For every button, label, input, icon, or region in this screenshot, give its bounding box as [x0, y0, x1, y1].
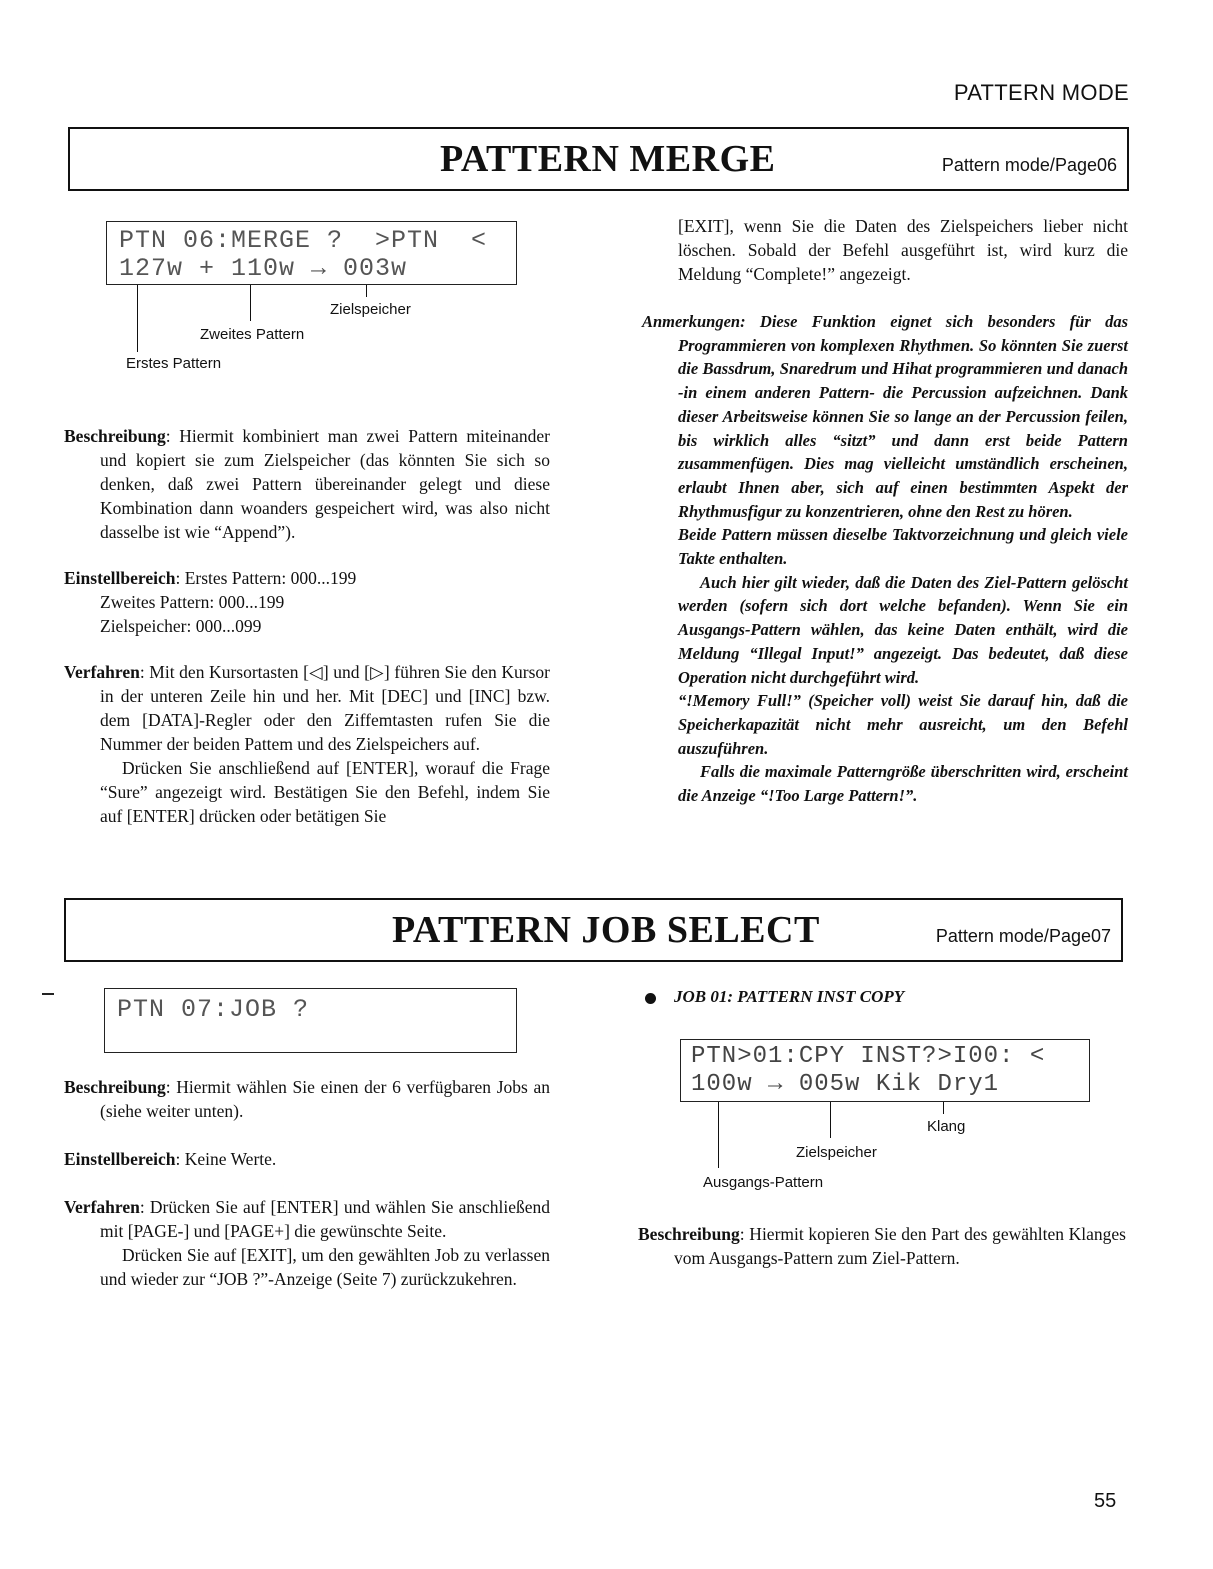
merge-einstell-line3: Zielspeicher: 000...099	[100, 616, 262, 636]
jobselect-einstell-label: Einstellbereich	[64, 1149, 176, 1169]
pattern-merge-title: PATTERN MERGE	[440, 138, 776, 180]
anmerkungen-p2: Beide Pattern müssen dieselbe Taktvorzeichnung und gleich viele Takte enthalten.	[678, 525, 1128, 569]
jobselect-beschreibung-label: Beschreibung	[64, 1077, 166, 1097]
jobselect-verfahren	[64, 1195, 550, 1243]
merge-einstell-label: Einstellbereich	[64, 568, 176, 588]
jobselect-lcd-display	[104, 988, 517, 1053]
job01-lcd-line1: PTN>01:CPY INST?>I00: <	[691, 1043, 1046, 1070]
job01-heading: JOB 01: PATTERN INST COPY	[674, 987, 905, 1006]
page-number: 55	[1094, 1490, 1117, 1512]
pattern-job-select-title: PATTERN JOB SELECT	[392, 909, 820, 951]
job01-callout-source: Ausgangs-Pattern	[703, 1174, 824, 1191]
merge-einstell	[64, 566, 550, 590]
merge-verfahren-text1: : Mit den Kursortasten [◁] und [▷] führen Sie den Kursor in der unteren Zeile hin und her. Mit [DEC] und [INC] bzw. dem [DATA]-Regler oder den Ziffemtasten rufen Sie die Nummer der beiden Pattem und des Zielspeichers auf.	[100, 662, 550, 754]
jobselect-lcd-line1: PTN 07:JOB ?	[117, 995, 310, 1024]
anmerkungen-p5: Falls die maximale Patterngröße überschritten wird, erscheint die Anzeige “!Too Large Pattern!”.	[678, 762, 1128, 806]
merge-beschreibung	[64, 424, 550, 544]
pattern-merge-page: Pattern mode/Page06	[941, 155, 1117, 175]
merge-einstell-line1: : Erstes Pattern: 000...199	[175, 568, 357, 588]
anmerkungen-p1	[642, 310, 1128, 523]
merge-verfahren-label: Verfahren	[64, 662, 140, 682]
margin-mark	[42, 993, 54, 995]
job01-callout-target: Zielspeicher	[796, 1144, 877, 1161]
job01-beschreibung	[638, 1222, 1126, 1270]
jobselect-verfahren-text1: : Drücken Sie auf [ENTER] und wählen Sie anschließend mit [PAGE-] und [PAGE+] die gewünschte Seite.	[100, 1197, 550, 1241]
pattern-merge-header	[68, 127, 1129, 191]
merge-lcd-display	[106, 221, 517, 285]
jobselect-verfahren-text2: Drücken Sie auf [EXIT], um den gewählten Job zu verlassen und wieder zur “JOB ?”-Anzeige (Seite 7) zurückzukehren.	[100, 1245, 550, 1289]
anmerkungen-p1-text: : Diese Funktion eignet sich besonders für das Programmieren von komplexen Rhythmen. So könnten Sie zuerst die Bassdrum, Snaredrum und Hihat programmieren und danach -in einem anderen Pattern- die Percussion aufzeichnen. Dank dieser Arbeitsweise können Sie so lange an der Percussion feilen, bis wirklich alles “sitzt” und dann erst beide Pattern zusammenfügen. Dies mag vielleicht umständlich erscheinen, erlaubt Ihnen aber, sich auf einen bestimmten Aspekt der Rhythmusfigur zu konzentrieren, ohne den Rest zu hören.	[678, 312, 1128, 521]
callout-target: Zielspeicher	[330, 301, 411, 318]
anmerkungen-p4: “!Memory Full!” (Speicher voll) weist Sie darauf hin, daß die Speicherkapazität nicht mehr ausreicht, um den Befehl auszuführen.	[678, 691, 1128, 758]
merge-anmerkungen	[642, 310, 1128, 808]
pattern-job-select-page: Pattern mode/Page07	[935, 926, 1111, 946]
job01-lcd-display	[680, 1039, 1090, 1102]
jobselect-einstell-text: : Keine Werte.	[175, 1149, 277, 1169]
merge-einstell-line2: Zweites Pattern: 000...199	[100, 592, 285, 612]
mode-header: PATTERN MODE	[953, 80, 1129, 105]
jobselect-beschreibung	[64, 1075, 550, 1123]
jobselect-beschreibung-text: : Hiermit wählen Sie einen der 6 verfügbaren Jobs an (siehe weiter unten).	[100, 1077, 550, 1121]
job01-bullet-icon	[645, 993, 656, 1004]
merge-verfahren-text2: Drücken Sie anschließend auf [ENTER], worauf die Frage “Sure” angezeigt wird. Bestätigen Sie den Befehl, indem Sie auf [ENTER] drücken oder betätigen Sie	[100, 758, 550, 826]
job01-callout-line-target	[830, 1102, 831, 1138]
merge-verfahren-continuation: [EXIT], wenn Sie die Daten des Zielspeichers lieber nicht löschen. Sobald der Befehl ausgeführt ist, wird kurz die Meldung “Complete!” angezeigt.	[678, 216, 1128, 284]
callout-first-pattern: Erstes Pattern	[126, 355, 222, 372]
jobselect-left-column	[64, 1075, 550, 1291]
jobselect-verfahren-label: Verfahren	[64, 1197, 140, 1217]
job01-callout-line-source	[718, 1102, 719, 1168]
merge-left-column	[64, 424, 550, 828]
anmerkungen-label: Anmerkungen	[642, 312, 741, 331]
job01-beschreibung-label: Beschreibung	[638, 1224, 740, 1244]
merge-beschreibung-label: Beschreibung	[64, 426, 166, 446]
pattern-job-select-header	[64, 898, 1123, 962]
merge-beschreibung-text: : Hiermit kombiniert man zwei Pattern miteinander und kopiert sie zum Zielspeicher (das könnten Sie sich so denken, daß zwei Pattern übereinander gelegt und diese Kombination dann woanders gespeichert wird, was also nicht dasselbe ist wie “Append”).	[100, 426, 550, 542]
jobselect-einstell	[64, 1147, 550, 1171]
callout-line-second	[250, 285, 251, 321]
callout-second-pattern: Zweites Pattern	[200, 326, 305, 343]
job01-description	[638, 1222, 1126, 1270]
job01-lcd-line2: 100w → 005w Kik Dry1	[691, 1071, 1000, 1098]
merge-right-column	[642, 214, 1128, 286]
merge-verfahren	[64, 660, 550, 756]
merge-lcd-line2: 127w + 110w → 003w	[119, 254, 408, 283]
merge-lcd-line1: PTN 06:MERGE ? >PTN <	[119, 226, 488, 255]
job01-beschreibung-text: : Hiermit kopieren Sie den Part des gewählten Klanges vom Ausgangs-Pattern zum Ziel-Pattern.	[674, 1224, 1126, 1268]
anmerkungen-p3: Auch hier gilt wieder, daß die Daten des Ziel-Pattern gelöscht werden (sofern sich dort welche befanden). Wenn Sie ein Ausgangs-Pattern wählen, das keine Daten enthält, wird die Meldung “Illegal Input!” angezeigt. Das bedeutet, daß diese Operation nicht durchgeführt wird.	[678, 572, 1128, 687]
callout-line-first	[137, 285, 138, 352]
callout-line-target	[366, 285, 367, 297]
job01-callout-line-sound	[943, 1102, 944, 1114]
job01-callout-sound: Klang	[927, 1118, 966, 1135]
